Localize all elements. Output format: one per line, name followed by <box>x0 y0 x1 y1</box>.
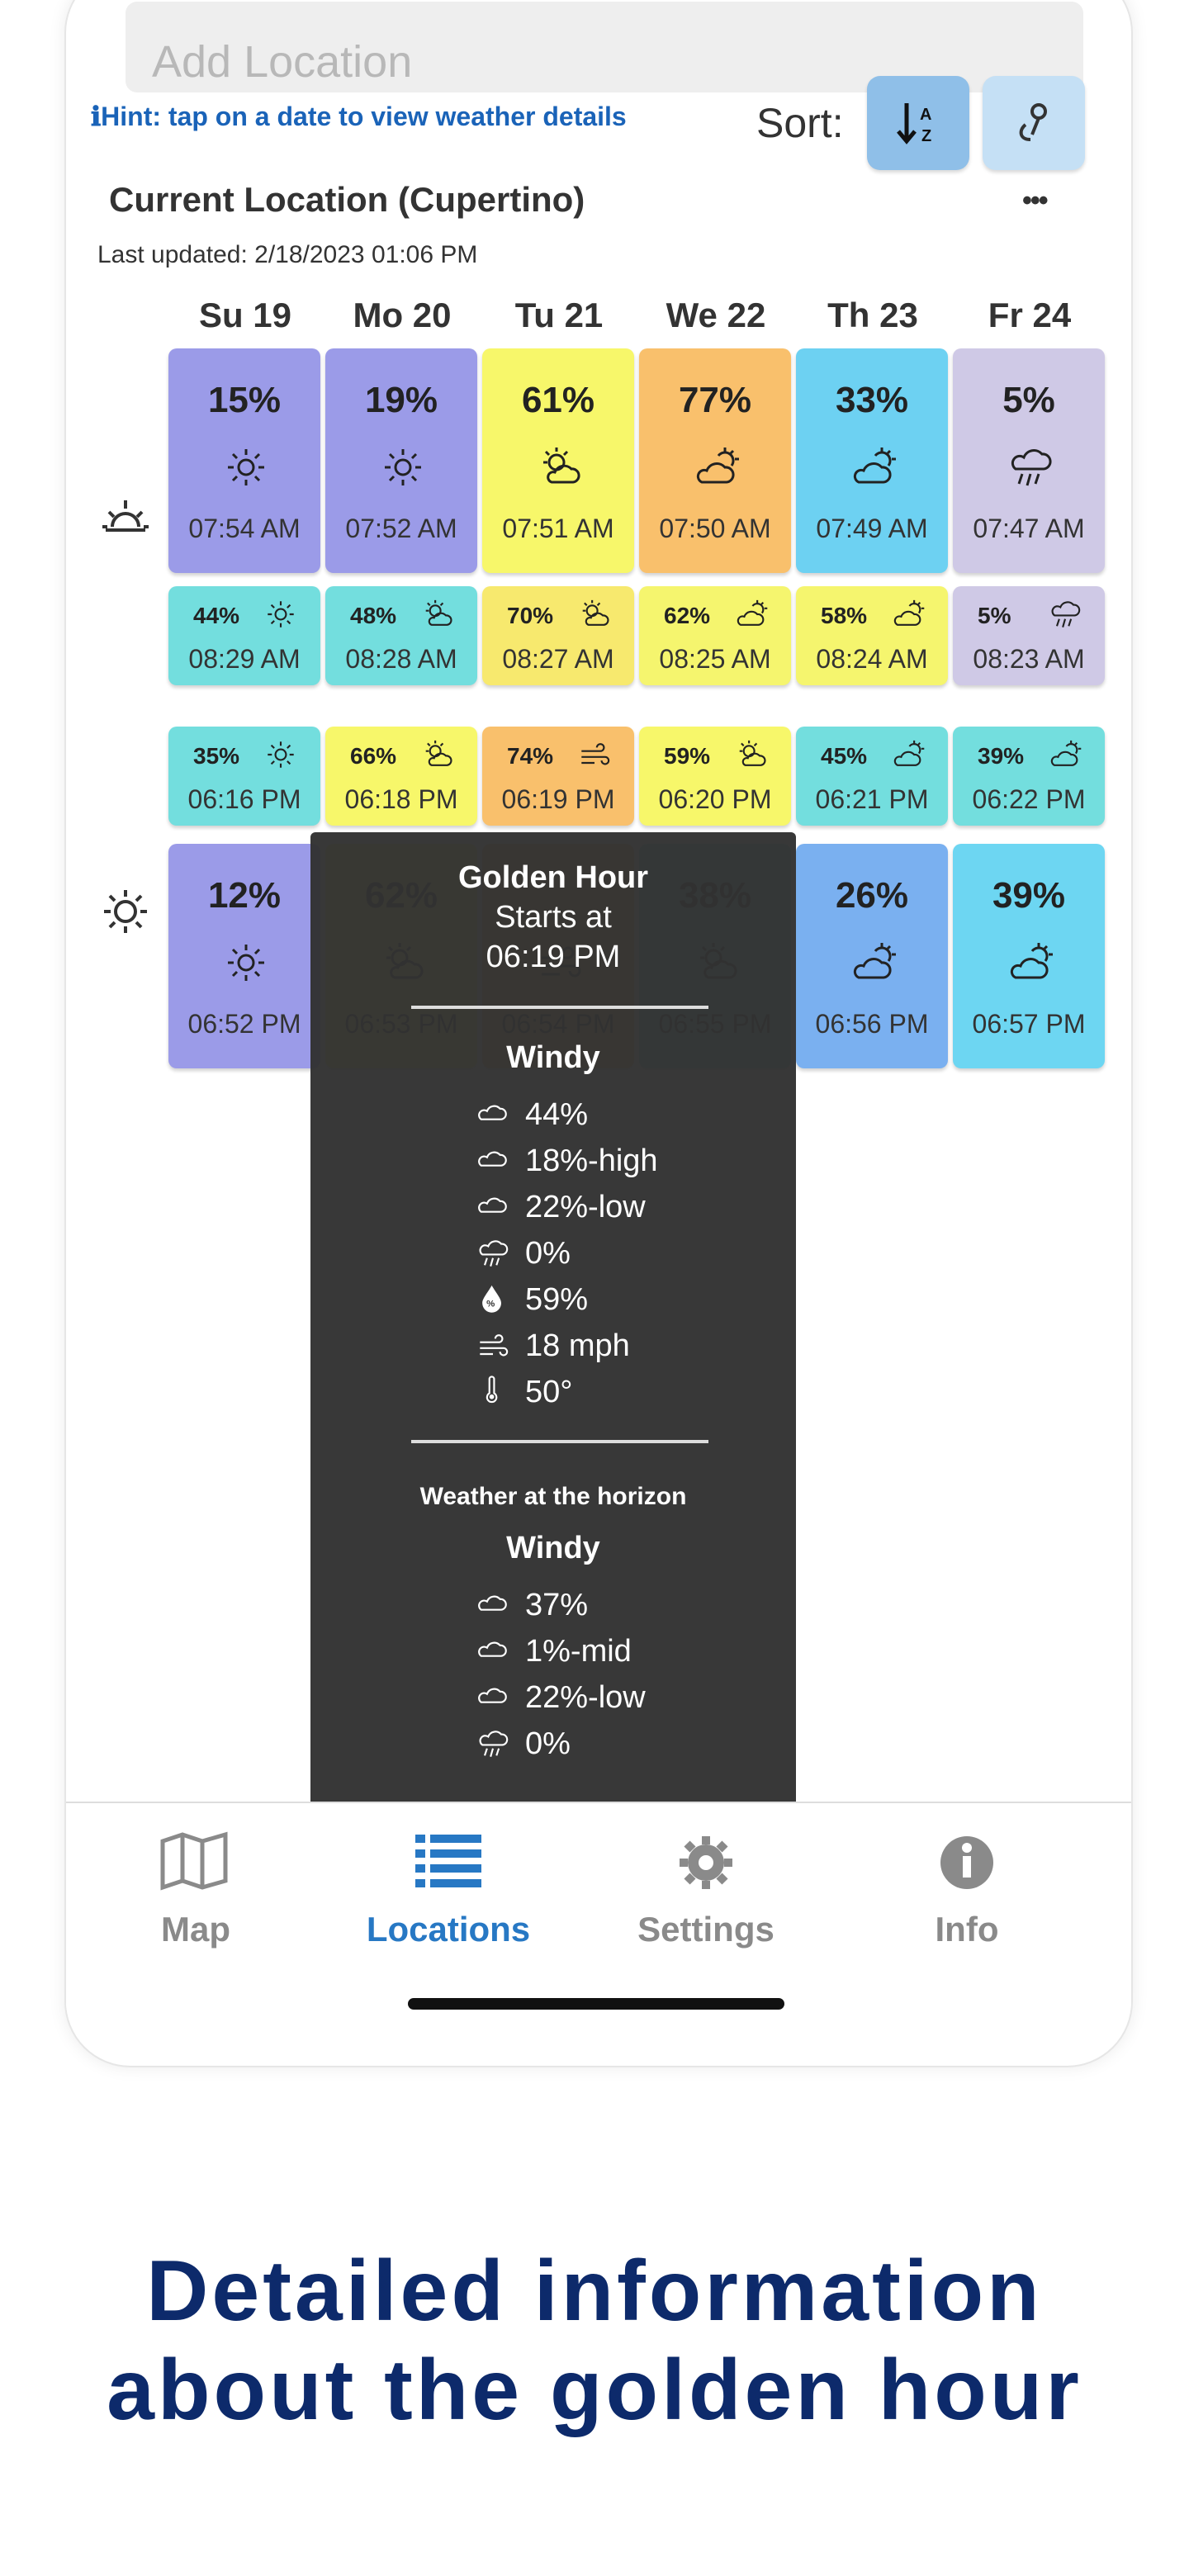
time-label: 08:25 AM <box>659 644 771 674</box>
time-label: 06:18 PM <box>344 784 458 814</box>
rain-icon <box>472 1237 514 1270</box>
time-label: 06:20 PM <box>658 784 772 814</box>
tab-locations[interactable] <box>345 1828 552 1949</box>
cloud-cover-percent: 35% <box>193 743 240 769</box>
time-label: 06:52 PM <box>187 1009 301 1039</box>
cloud-cover-percent: 12% <box>207 875 282 916</box>
sun-cloud-icon <box>537 444 583 490</box>
time-label: 08:27 AM <box>502 644 614 674</box>
svg-text:%: % <box>486 1299 495 1309</box>
cloud-cover-percent: 66% <box>350 743 397 769</box>
tooltip-row-value: 1%-mid <box>525 1633 632 1669</box>
humidity-icon <box>472 1283 514 1316</box>
day-header[interactable]: Th 23 <box>827 296 918 334</box>
sun-icon <box>380 444 426 490</box>
home-indicator <box>408 1998 784 2010</box>
sunrise-icon <box>99 494 152 547</box>
tooltip-row <box>472 1726 571 1762</box>
partly-cloudy-icon <box>892 738 925 771</box>
tooltip-row <box>472 1587 588 1623</box>
cloud-cover-percent: 77% <box>678 380 752 420</box>
time-label: 08:28 AM <box>345 644 457 674</box>
svg-text:A: A <box>920 106 932 124</box>
cloud-cover-percent: 45% <box>821 743 868 769</box>
partly-cloudy-icon <box>850 444 897 490</box>
list-icon <box>409 1828 488 1897</box>
location-pin-icon <box>1007 97 1060 149</box>
cloud-cover-percent: 61% <box>521 380 595 420</box>
last-updated-text: Last updated: 2/18/2023 01:06 PM <box>97 241 478 268</box>
tooltip-row-value: 59% <box>525 1281 589 1317</box>
tab-label: Info <box>935 1910 999 1949</box>
sunset-golden-cell[interactable] <box>953 844 1105 1068</box>
gear-icon <box>666 1828 746 1897</box>
tooltip-row-value: 18 mph <box>525 1328 630 1363</box>
cloud-cover-percent: 70% <box>507 603 554 628</box>
time-label: 06:22 PM <box>972 784 1086 814</box>
tab-info[interactable] <box>864 1828 1070 1949</box>
tooltip-row <box>472 1328 630 1364</box>
partly-cloudy-icon <box>850 940 897 986</box>
cloud-cover-percent: 44% <box>193 603 240 628</box>
cloud-icon <box>472 1144 514 1177</box>
tooltip-row-value: 50° <box>525 1374 573 1409</box>
caption-line-2: about the golden hour <box>107 2342 1082 2438</box>
sunset-blue-cell[interactable] <box>168 727 320 826</box>
tab-label: Locations <box>366 1910 531 1949</box>
day-header[interactable]: Mo 20 <box>353 296 452 334</box>
rain-icon <box>1049 598 1082 631</box>
tooltip-start-time: 06:19 PM <box>486 940 621 974</box>
golden-hour-tooltip <box>310 832 796 1815</box>
tooltip-row-value: 44% <box>525 1096 589 1132</box>
partly-cloudy-icon <box>1049 738 1082 771</box>
sunrise-blue-cell[interactable] <box>953 586 1105 685</box>
tooltip-divider <box>411 1440 708 1443</box>
time-label: 06:16 PM <box>187 784 301 814</box>
sunset-blue-cell[interactable] <box>953 727 1105 826</box>
sun-icon <box>223 940 269 986</box>
more-options-icon[interactable]: ••• <box>1022 185 1047 216</box>
sort-distance-button[interactable] <box>983 76 1085 170</box>
thermometer-icon <box>472 1376 514 1409</box>
app-screen <box>66 0 1131 2066</box>
partly-cloudy-icon <box>892 598 925 631</box>
tooltip-row-value: 0% <box>525 1726 571 1761</box>
sunrise-golden-cell[interactable] <box>953 348 1105 573</box>
location-title[interactable]: Current Location (Cupertino) <box>109 180 585 219</box>
time-label: 07:47 AM <box>973 514 1085 543</box>
cloud-cover-percent: 5% <box>1002 380 1055 420</box>
tooltip-title: Golden Hour <box>457 860 649 895</box>
wind-icon <box>472 1329 514 1362</box>
tab-bar <box>66 1802 1131 2010</box>
sunrise-blue-cell[interactable] <box>639 586 791 685</box>
cloud-cover-percent: 59% <box>664 743 711 769</box>
sunset-blue-cell[interactable] <box>325 727 477 826</box>
cloud-cover-percent: 58% <box>821 603 868 628</box>
tooltip-row-value: 18%-high <box>525 1143 658 1178</box>
time-label: 07:54 AM <box>188 514 301 543</box>
tooltip-row-value: 37% <box>525 1587 589 1622</box>
time-label: 07:52 AM <box>345 514 457 543</box>
tooltip-row <box>472 1189 646 1225</box>
cloud-icon <box>472 1589 514 1622</box>
tab-settings[interactable] <box>603 1828 809 1949</box>
sunrise-blue-cell[interactable] <box>482 586 634 685</box>
tooltip-row <box>472 1633 632 1669</box>
time-label: 08:29 AM <box>188 644 301 674</box>
sunset-icon <box>99 885 152 938</box>
horizon-title: Weather at the horizon <box>419 1483 687 1510</box>
cloud-cover-percent: 19% <box>364 380 438 420</box>
sunset-blue-cell[interactable] <box>796 727 948 826</box>
time-label: 07:49 AM <box>816 514 928 543</box>
cloud-cover-percent: 74% <box>507 743 554 769</box>
tooltip-row-value: 22%-low <box>525 1189 646 1224</box>
sun-icon <box>264 598 297 631</box>
sunset-golden-cell[interactable] <box>168 844 320 1068</box>
sun-cloud-icon <box>578 598 611 631</box>
sort-label: Sort: <box>756 100 844 146</box>
info-icon <box>927 1828 1007 1897</box>
tooltip-row <box>472 1235 571 1271</box>
tooltip-condition: Windy <box>506 1040 600 1075</box>
cloud-icon <box>472 1191 514 1224</box>
sunset-blue-cell[interactable] <box>482 727 634 826</box>
tab-map[interactable] <box>92 1828 299 1949</box>
day-header[interactable]: We 22 <box>666 296 766 334</box>
cloud-cover-percent: 48% <box>350 603 397 628</box>
time-label: 08:24 AM <box>816 644 928 674</box>
tooltip-row-value: 22%-low <box>525 1679 646 1715</box>
cloud-cover-percent: 15% <box>207 380 282 420</box>
sunrise-blue-cell[interactable] <box>796 586 948 685</box>
time-label: 06:19 PM <box>501 784 615 814</box>
day-header[interactable]: Su 19 <box>198 296 292 334</box>
day-header[interactable]: Tu 21 <box>514 296 604 334</box>
sort-alphabetical-button[interactable] <box>867 76 969 170</box>
sun-icon <box>223 444 269 490</box>
rain-icon <box>472 1727 514 1760</box>
sunrise-blue-cell[interactable] <box>168 586 320 685</box>
tooltip-starts-label: Starts at <box>495 900 612 935</box>
sunrise-golden-cell[interactable] <box>168 348 320 573</box>
time-label: 06:56 PM <box>815 1009 929 1039</box>
sunrise-golden-cell[interactable] <box>639 348 791 573</box>
sun-cloud-icon <box>421 738 454 771</box>
tooltip-row <box>472 1143 658 1179</box>
day-header[interactable]: Fr 24 <box>988 296 1072 334</box>
sunset-blue-cell[interactable] <box>639 727 791 826</box>
caption-line-1: Detailed information <box>146 2243 1043 2339</box>
partly-cloudy-icon <box>1007 940 1054 986</box>
sunrise-golden-cell[interactable] <box>325 348 477 573</box>
sun-cloud-icon <box>421 598 454 631</box>
map-icon <box>156 1828 235 1897</box>
sun-icon <box>264 738 297 771</box>
tooltip-divider <box>411 1006 708 1009</box>
tooltip-row <box>472 1679 646 1716</box>
cloud-icon <box>472 1098 514 1131</box>
sort-az-icon <box>892 97 945 149</box>
sunrise-golden-cell[interactable] <box>482 348 634 573</box>
tooltip-row <box>472 1374 572 1410</box>
cloud-cover-percent: 39% <box>978 743 1025 769</box>
cloud-icon <box>472 1635 514 1668</box>
time-label: 08:23 AM <box>973 644 1085 674</box>
time-label: 06:21 PM <box>815 784 929 814</box>
cloud-icon <box>472 1681 514 1714</box>
time-label: 07:51 AM <box>502 514 614 543</box>
tooltip-row <box>472 1096 588 1133</box>
svg-text:Z: Z <box>921 127 932 145</box>
sunrise-blue-cell[interactable] <box>325 586 477 685</box>
hint-text: ℹHint: tap on a date to view weather details <box>91 102 627 131</box>
wind-icon <box>578 738 611 771</box>
tooltip-row <box>472 1281 588 1318</box>
add-location-input[interactable] <box>150 36 979 88</box>
tab-label: Settings <box>637 1910 775 1949</box>
tab-label: Map <box>161 1910 230 1949</box>
time-label: 07:50 AM <box>659 514 771 543</box>
tooltip-row-value: 0% <box>525 1235 571 1271</box>
cloud-cover-percent: 33% <box>835 380 909 420</box>
rain-icon <box>1007 444 1054 490</box>
sunrise-golden-cell[interactable] <box>796 348 948 573</box>
phone-frame <box>64 0 1133 2067</box>
sun-cloud-icon <box>735 738 768 771</box>
cloud-cover-percent: 26% <box>835 875 909 916</box>
sunset-golden-cell[interactable] <box>796 844 948 1068</box>
cloud-cover-percent: 5% <box>978 603 1011 628</box>
horizon-condition: Windy <box>506 1531 600 1565</box>
partly-cloudy-icon <box>694 444 740 490</box>
cloud-cover-percent: 39% <box>992 875 1066 916</box>
time-label: 06:57 PM <box>972 1009 1086 1039</box>
partly-cloudy-icon <box>735 598 768 631</box>
cloud-cover-percent: 62% <box>664 603 711 628</box>
